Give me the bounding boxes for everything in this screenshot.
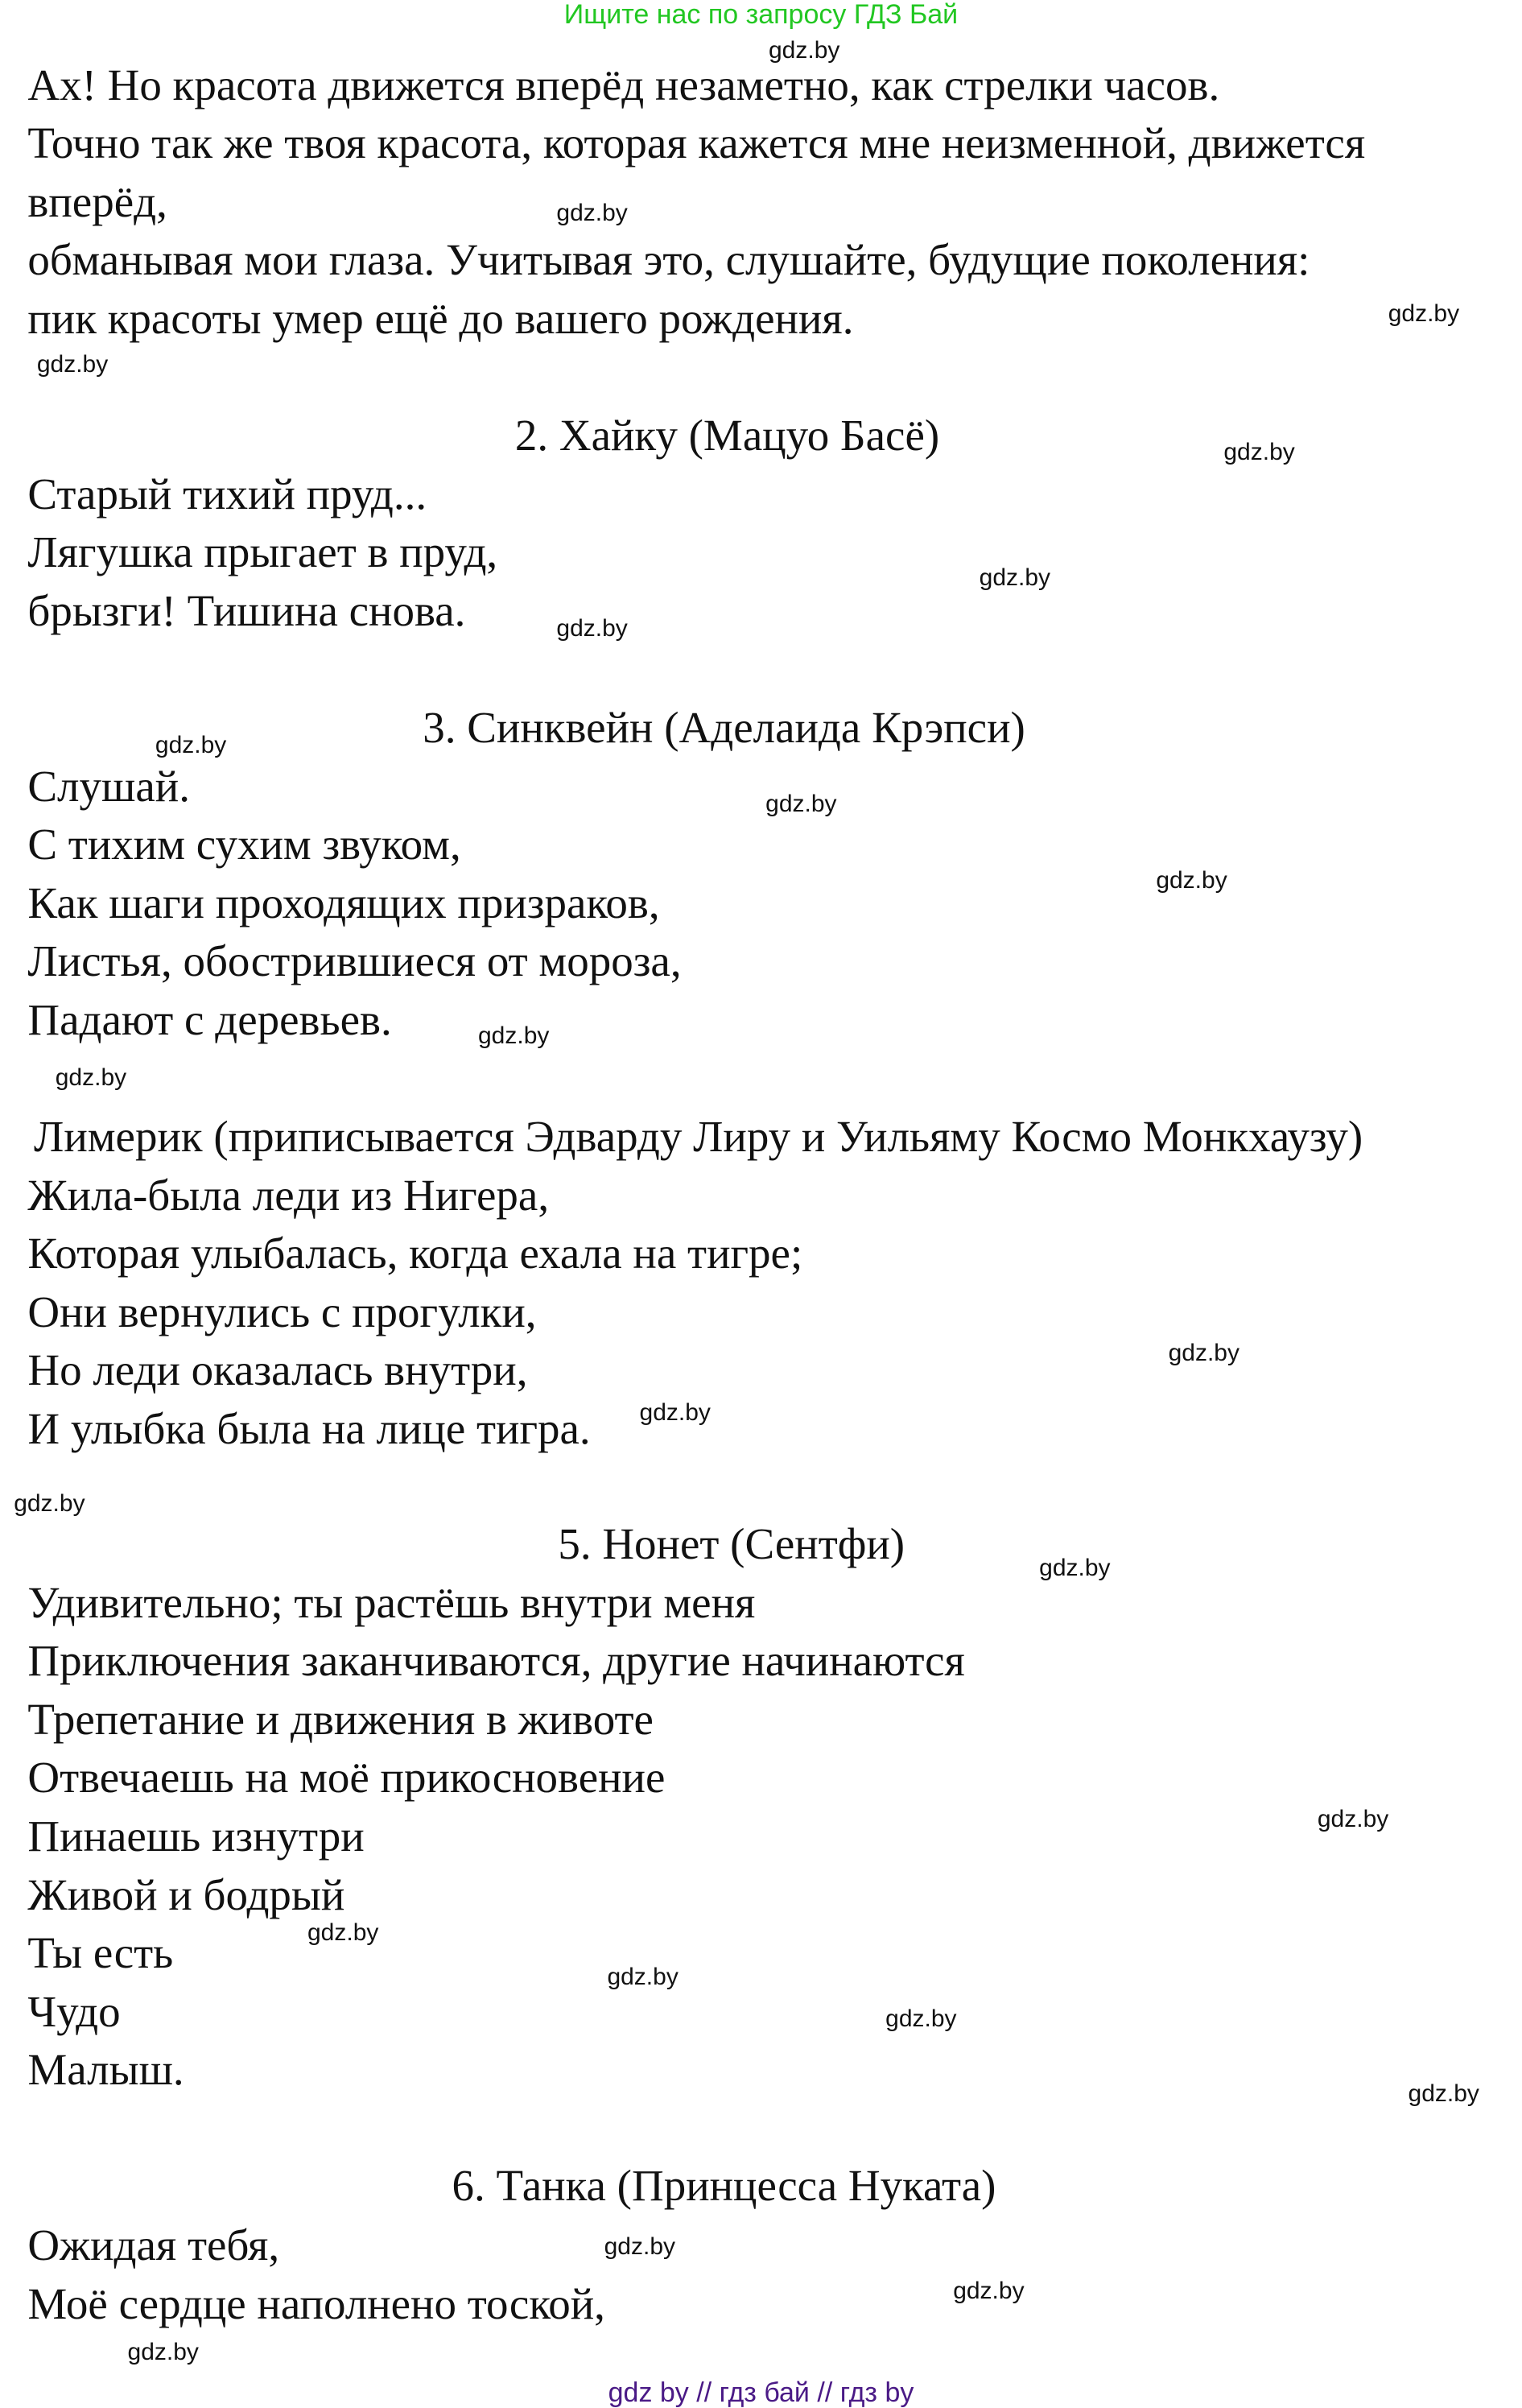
poem-line: Пинаешь изнутри	[27, 1811, 365, 1861]
watermark: gdz.by	[127, 2339, 199, 2366]
watermark: gdz.by	[478, 1022, 550, 1050]
poem-line: Моё сердце наполнено тоской,	[27, 2278, 605, 2328]
watermark: gdz.by	[769, 37, 840, 64]
watermark: gdz.by	[979, 564, 1051, 592]
poem-line: Они вернулись с прогулки,	[27, 1287, 537, 1336]
search-banner: Ищите нас по запросу ГДЗ Бай	[563, 0, 959, 30]
poem-line: Лягушка прыгает в пруд,	[27, 527, 498, 577]
poem-line: Листья, обострившиеся от мороза,	[27, 936, 682, 986]
poem-line: брызги! Тишина снова.	[27, 585, 466, 635]
poem-line: Жила-была леди из Нигера,	[27, 1170, 550, 1220]
watermark: gdz.by	[1168, 1339, 1239, 1366]
poem-line: Падают с деревьев.	[27, 994, 392, 1044]
watermark: gdz.by	[556, 200, 628, 227]
watermark: gdz.by	[885, 2005, 957, 2032]
watermark: gdz.by	[55, 1064, 127, 1091]
poem-line: Чудо	[27, 1986, 121, 2036]
watermark: gdz.by	[607, 1964, 679, 1991]
watermark: gdz.by	[1223, 438, 1295, 465]
poem-line: Живой и бодрый	[27, 1869, 345, 1919]
poem-line: Старый тихий пруд...	[27, 469, 427, 518]
watermark: gdz.by	[953, 2277, 1025, 2304]
watermark: gdz.by	[307, 1919, 379, 1946]
poem-line: Ожидая тебя,	[27, 2220, 280, 2270]
poem-line: Как шаги проходящих призраков,	[27, 878, 660, 927]
poem-line: Ах! Но красота движется вперёд незаметно, как стрелки часов.	[27, 60, 1220, 109]
poem-line: И улыбка была на лице тигра.	[27, 1403, 591, 1453]
poem-line: пик красоты умер ещё до вашего рождения.	[27, 293, 854, 343]
footer-watermark: gdz by // гдз бай // гдз by	[608, 2377, 914, 2408]
poem-line: Малыш.	[27, 2045, 184, 2095]
watermark: gdz.by	[155, 732, 227, 759]
watermark: gdz.by	[1039, 1555, 1111, 1582]
section-title: Лимерик (приписывается Эдварду Лиру и Уильяму Космо Монкхаузу)	[34, 1111, 1363, 1161]
poem-line: С тихим сухим звуком,	[27, 820, 461, 869]
poem-line: Трепетание и движения в животе	[27, 1694, 654, 1744]
watermark: gdz.by	[1317, 1805, 1389, 1832]
section-title: 2. Хайку (Мацуо Басё)	[514, 411, 940, 461]
poem-line: Приключения заканчиваются, другие начинаются	[27, 1636, 965, 1686]
watermark: gdz.by	[556, 615, 628, 642]
poem-line: Но леди оказалась внутри,	[27, 1345, 528, 1395]
poem-line: Ты есть	[27, 1928, 174, 1978]
section-title: 5. Нонет (Сентфи)	[558, 1519, 905, 1569]
watermark: gdz.by	[36, 350, 109, 378]
poem-line: Удивительно; ты растёшь внутри меня	[27, 1577, 756, 1627]
watermark: gdz.by	[604, 2232, 676, 2260]
watermark: gdz.by	[1408, 2080, 1479, 2108]
watermark: gdz.by	[639, 1399, 711, 1427]
poem-line: Отвечаешь на моё прикосновение	[27, 1753, 666, 1803]
poem-line: Которая улыбалась, когда ехала на тигре;	[27, 1229, 803, 1278]
poem-line: вперёд,	[27, 176, 167, 226]
section-title: 3. Синквейн (Аделаида Крэпси)	[423, 702, 1025, 752]
section-title: 6. Танка (Принцесса Нуката)	[452, 2160, 996, 2210]
watermark: gdz.by	[1388, 299, 1460, 327]
poem-line: обманывая мои глаза. Учитывая это, слушайте, будущие поколения:	[27, 235, 1310, 285]
watermark: gdz.by	[1156, 867, 1227, 894]
poem-line: Точно так же твоя красота, которая кажется мне неизменной, движется	[27, 118, 1366, 168]
watermark: gdz.by	[14, 1489, 85, 1517]
poem-line: Слушай.	[27, 761, 190, 811]
watermark: gdz.by	[765, 790, 837, 817]
